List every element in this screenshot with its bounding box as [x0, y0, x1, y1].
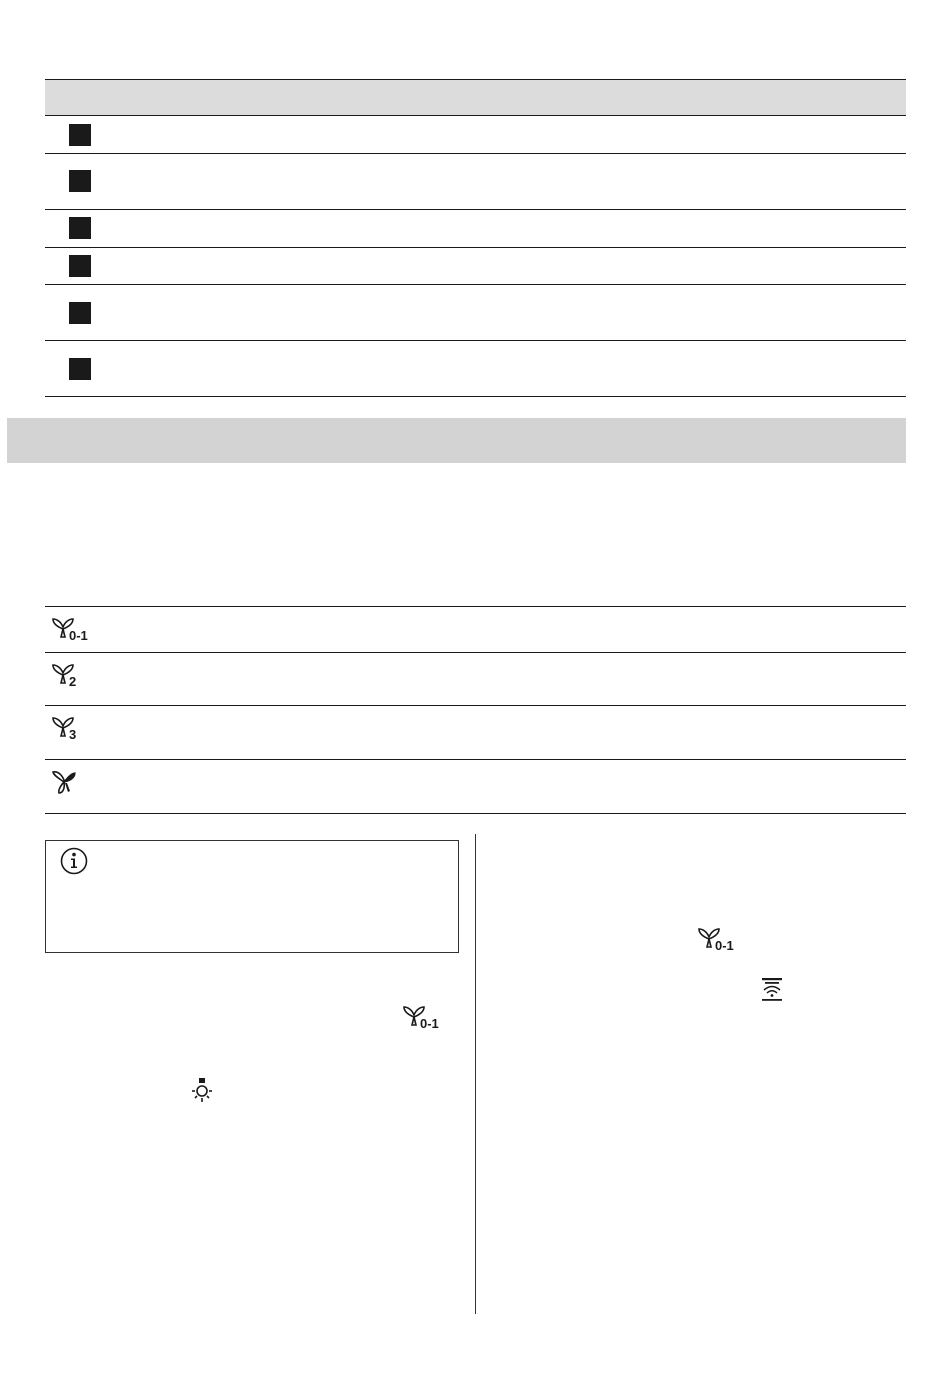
- table-row-divider: [45, 284, 906, 285]
- fan-speed-subscript: 0-1: [715, 938, 734, 953]
- fan-speed-icon: [50, 714, 94, 744]
- fan-speed-icon: [401, 1003, 445, 1033]
- fan-speed-icon: [50, 661, 94, 691]
- info-note-box: [45, 840, 459, 953]
- row-marker-square: [69, 358, 91, 380]
- row-marker-square: [69, 302, 91, 324]
- fan-speed-subscript: 2: [69, 674, 77, 689]
- row-marker-square: [69, 255, 91, 277]
- light-icon: [189, 1077, 215, 1110]
- fan-table-row-divider: [45, 705, 906, 706]
- fan-table-top-border: [45, 606, 906, 607]
- table-header: [45, 80, 906, 115]
- fan-speed-icon: [696, 925, 740, 955]
- table-bottom-border: [45, 396, 906, 397]
- hob-to-hood-icon: [760, 976, 784, 1007]
- table-row-divider: [45, 340, 906, 341]
- fan-boost-icon: [50, 768, 94, 798]
- section-heading-bar: [7, 418, 906, 463]
- info-icon: [59, 846, 89, 881]
- fan-table-row-divider: [45, 759, 906, 760]
- row-marker-square: [69, 217, 91, 239]
- fan-speed-icon: [50, 615, 94, 645]
- table-row-divider: [45, 247, 906, 248]
- row-marker-square: [69, 170, 91, 192]
- fan-table-bottom-border: [45, 813, 906, 814]
- table-row-divider: [45, 209, 906, 210]
- fan-speed-subscript: 0-1: [69, 628, 88, 643]
- fan-table-row-divider: [45, 652, 906, 653]
- table-row-divider: [45, 153, 906, 154]
- table-header-divider: [45, 115, 906, 116]
- fan-speed-subscript: 3: [69, 727, 77, 742]
- fan-speed-subscript: 0-1: [420, 1016, 439, 1031]
- column-divider: [475, 834, 476, 1314]
- row-marker-square: [69, 124, 91, 146]
